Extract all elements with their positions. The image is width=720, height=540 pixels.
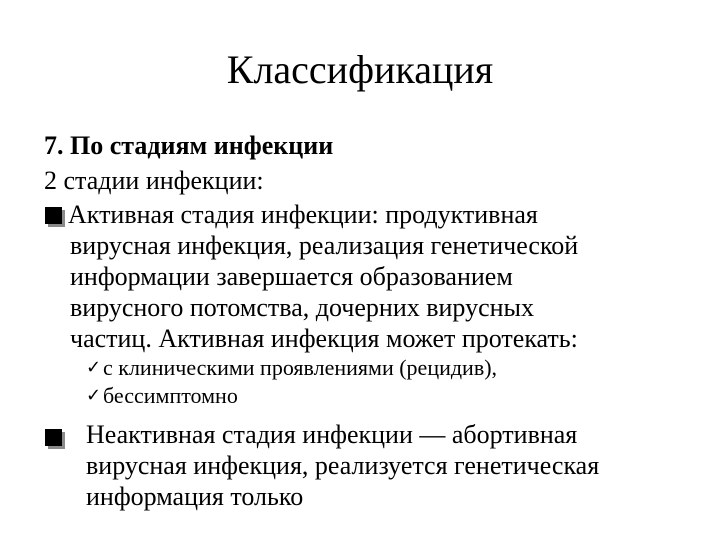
sub-item-1: с клиническими проявлениями (рецидив), <box>103 355 498 380</box>
active-line-3: информации завершается образованием <box>70 262 513 291</box>
active-line-1: Активная стадия инфекции: продуктивная <box>68 200 538 229</box>
intro-text: 2 стадии инфекции: <box>44 166 264 195</box>
checkmark-icon: ✓ <box>86 357 102 378</box>
checkmark-icon: ✓ <box>86 385 102 406</box>
square-bullet-icon <box>45 207 62 224</box>
active-line-4: вирусного потомства, дочерних вирусных <box>70 293 535 322</box>
inactive-line-1: Неактивная стадия инфекции — абортивная <box>86 420 578 449</box>
active-line-5: частиц. Активная инфекция может протекать: <box>70 324 578 353</box>
inactive-line-3: информация только <box>86 482 304 511</box>
section-heading: 7. По стадиям инфекции <box>44 131 334 160</box>
slide-title: Классификация <box>226 47 494 92</box>
inactive-line-2: вирусная инфекция, реализуется генетическая <box>86 451 600 480</box>
square-bullet-icon <box>45 429 62 446</box>
active-line-2: вирусная инфекция, реализация генетической <box>70 231 579 260</box>
sub-item-2: бессимптомно <box>103 383 238 408</box>
